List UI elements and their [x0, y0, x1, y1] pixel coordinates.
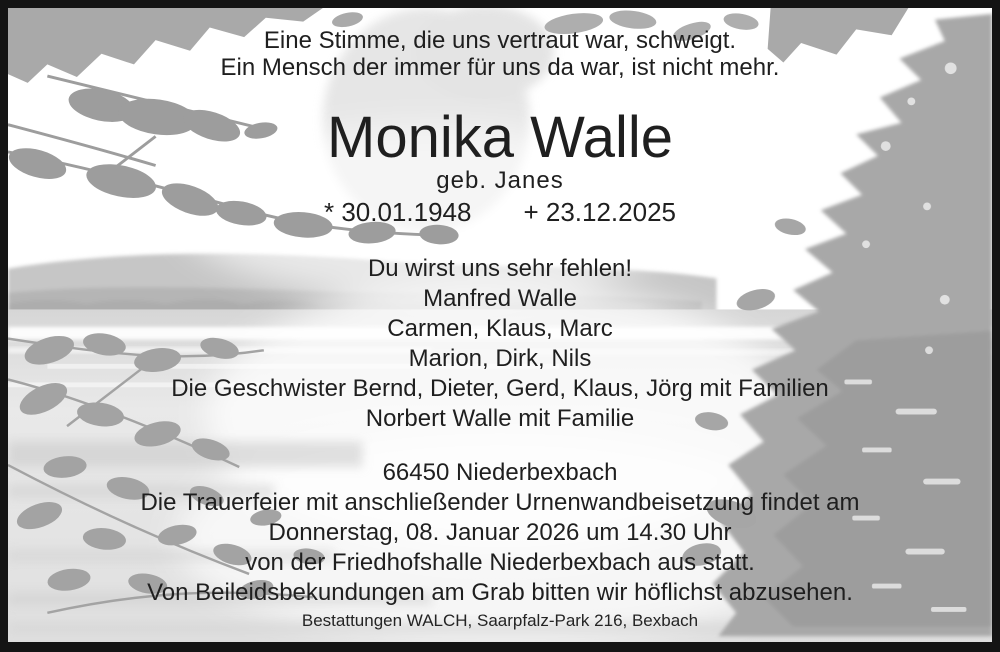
undertaker-line: Bestattungen WALCH, Saarpfalz-Park 216, Bexbach	[301, 611, 699, 630]
farewell-line: Du wirst uns sehr fehlen!	[367, 255, 633, 282]
mourner-line: Norbert Walle mit Familie	[365, 405, 635, 432]
epigraph-line-1: Eine Stimme, die uns vertraut war, schweigt.	[263, 27, 737, 54]
deceased-name: Monika Walle	[327, 105, 673, 170]
ceremony-line-service: Die Trauerfeier mit anschließender Urnenwandbeisetzung findet am	[140, 489, 860, 516]
maiden-name: geb. Janes	[436, 167, 564, 194]
death-date: + 23.12.2025	[523, 197, 676, 227]
life-dates	[8, 197, 992, 227]
epigraph	[8, 27, 992, 81]
family-block	[8, 254, 992, 434]
ceremony-block	[8, 458, 992, 608]
epigraph-line-2: Ein Mensch der immer für uns da war, ist nicht mehr.	[220, 54, 780, 81]
mourner-line: Marion, Dirk, Nils	[408, 345, 592, 372]
ceremony-line-location: 66450 Niederbexbach	[382, 459, 618, 486]
ceremony-line-datetime: Donnerstag, 08. Januar 2026 um 14.30 Uhr	[268, 519, 732, 546]
notice-content	[8, 8, 992, 642]
mourner-line: Die Geschwister Bernd, Dieter, Gerd, Klaus, Jörg mit Familien	[171, 375, 829, 402]
birth-date: * 30.01.1948	[323, 197, 472, 227]
obituary-card	[8, 8, 992, 642]
ceremony-line-venue: von der Friedhofshalle Niederbexbach aus statt.	[245, 549, 755, 576]
mourner-line: Carmen, Klaus, Marc	[387, 315, 613, 342]
ceremony-line-condolence: Von Beileidsbekundungen am Grab bitten wir höflichst abzusehen.	[147, 579, 853, 606]
mourner-line: Manfred Walle	[423, 285, 577, 312]
